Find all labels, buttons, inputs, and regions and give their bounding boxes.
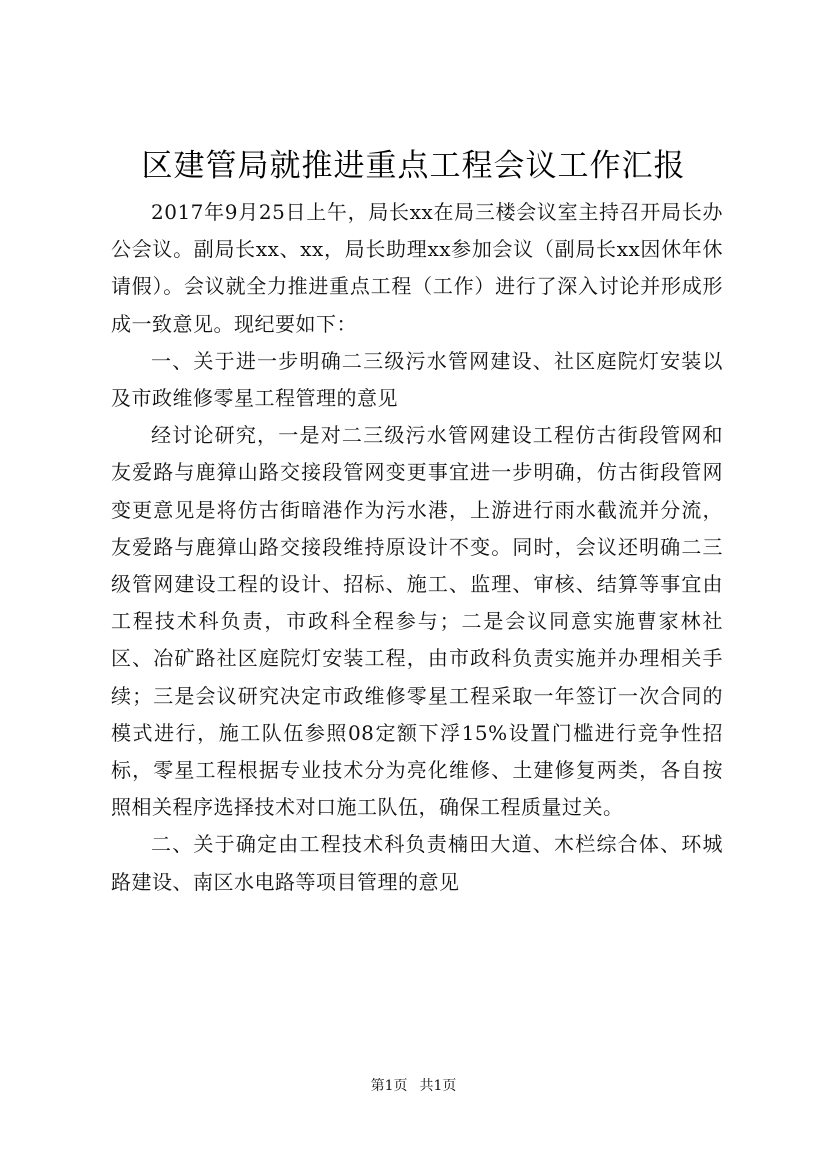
paragraph-section-two-heading: 二、关于确定由工程技术科负责楠田大道、木栏综合体、环城路建设、南区水电路等项目管理的意见 (111, 832, 723, 894)
document-title: 区建管局就推进重点工程会议工作汇报 (141, 148, 686, 184)
page-number-total: 共1页 (419, 1078, 457, 1094)
document-body (111, 194, 723, 901)
page-footer (0, 1076, 827, 1096)
paragraph-section-one-heading: 一、关于进一步明确二三级污水管网建设、社区庭院灯安装以及市政维修零星工程管理的意见 (111, 348, 723, 411)
paragraph-intro: 2017年9月25日上午，局长xx在局三楼会议室主持召开局长办公会议。副局长xx、xx，局长助理xx参加会议（副局长xx因休年休请假）。会议就全力推进重点工程（工作）进行了深入讨论并形成形成一致意见。现纪要如下： (111, 200, 723, 336)
paragraph-section-one-body: 经讨论研究，一是对二三级污水管网建设工程仿古街段管网和友爱路与鹿獐山路交接段管网变更事宜进一步明确，仿古街段管网变更意见是将仿古街暗港作为污水港，上游进行雨水截流并分流，友爱路与鹿獐山路交接段维持原设计不变。同时，会议还明确二三级管网建设工程的设计、招标、施工、监理、审核、结算等事宜由工程技术科负责，市政科全程参与；二是会议同意实施曹家林社区、冶矿路社区庭院灯安装工程，由市政科负责实施并办理相关手续；三是会议研究决定市政维修零星工程采取一年签订一次合同的模式进行，施工队伍参照08定额下浮15%设置门槛进行竞争性招标，零星工程根据专业技术分为亮化维修、土建修复两类，各自按照相关程序选择技术对口施工队伍，确保工程质量过关。 (111, 423, 723, 820)
page-number-current: 第1页 (370, 1078, 408, 1094)
